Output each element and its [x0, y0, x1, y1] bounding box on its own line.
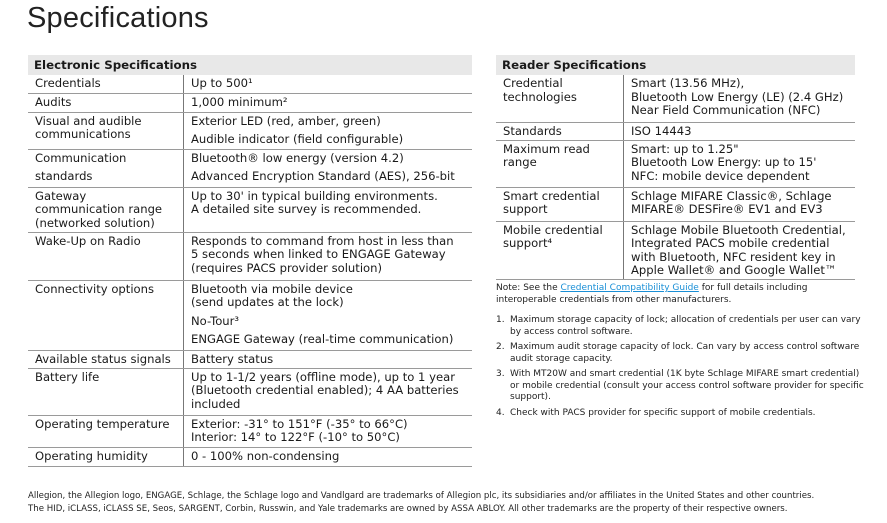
spec-label: Visual and audible communications: [28, 112, 184, 149]
spec-value: Bluetooth® low energy (version 4.2) Advanced Encryption Standard (AES), 256-bit: [184, 149, 473, 187]
spec-value: Responds to command from host in less than 5 seconds when linked to ENGAGE Gateway (requires PACS provider solution): [184, 232, 473, 280]
spec-label: Credential technologies: [496, 75, 624, 122]
footnote: 2. Maximum audit storage capacity of lock. Can vary by access control software audit storage capacity.: [496, 342, 860, 364]
table-row: [28, 187, 472, 232]
spec-value: Schlage MIFARE Classic®, Schlage MIFARE® DESFire® EV1 and EV3: [624, 187, 856, 221]
spec-label: Standards: [496, 122, 624, 140]
footnote: 3. With MT20W and smart credential (1K byte Schlage MIFARE smart credential) or mobile credential (consult your access control software provider for specific support).: [496, 369, 864, 402]
table-row: [28, 447, 472, 466]
spec-label: Operating humidity: [28, 447, 184, 466]
spec-label: Maximum read range: [496, 140, 624, 187]
table-row: [496, 221, 855, 279]
table-row: [28, 93, 472, 112]
spec-value: ISO 14443: [624, 122, 856, 140]
spec-value: Up to 1-1/2 years (offline mode), up to 1 year (Bluetooth credential enabled); 4 AA batteries included: [184, 368, 473, 415]
table-row: [28, 75, 472, 93]
page-title: Specifications: [27, 2, 209, 34]
notes: [496, 283, 866, 423]
electronic-specifications-table: [28, 55, 472, 467]
reader-specifications-table: [496, 55, 855, 280]
table-row: [496, 122, 855, 140]
table-row: [496, 75, 855, 122]
table-row: [28, 112, 472, 149]
spec-label: Wake-Up on Radio: [28, 232, 184, 280]
table-row: [28, 149, 472, 187]
trademark-footer: Allegion, the Allegion logo, ENGAGE, Schlage, the Schlage logo and Vandlgard are trademarks of Allegion plc, its subsidiaries and/or affiliates in the United States and other countries. The HID, iCLASS, iCLASS SE, Seos, SARGENT, Corbin, Russwin, and Yale trademarks are owned by ASSA ABLOY. All other trademarks are the property of their respective owners.: [28, 491, 815, 514]
spec-value: Exterior: -31° to 151°F (-35° to 66°C) Interior: 14° to 122°F (-10° to 50°C): [184, 415, 473, 447]
spec-value: Schlage Mobile Bluetooth Credential, Integrated PACS mobile credential with Bluetooth, NFC resident key in Apple Wallet® and Google Wallet™: [624, 221, 856, 279]
table-row: [28, 350, 472, 368]
spec-value: Exterior LED (red, amber, green) Audible indicator (field configurable): [184, 112, 473, 149]
spec-value: 1,000 minimum²: [184, 93, 473, 112]
compatibility-note: Note: See the Credential Compatibility Guide for full details including interoperable credentials from other manufacturers.: [496, 283, 808, 305]
spec-value: Smart: up to 1.25" Bluetooth Low Energy: up to 15' NFC: mobile device dependent: [624, 140, 856, 187]
spec-label: Communication standards: [28, 149, 184, 187]
spec-label: Available status signals: [28, 350, 184, 368]
spec-value: Bluetooth via mobile device (send updates at the lock) No-Tour³ ENGAGE Gateway (real-time communication): [184, 280, 473, 350]
table-header: Electronic Specifications: [28, 55, 472, 75]
table-row: [28, 232, 472, 280]
spec-label: Gateway communication range (networked solution): [28, 187, 184, 232]
footnotes-list: [496, 315, 866, 419]
table-row: [28, 280, 472, 350]
table-row: [28, 415, 472, 447]
table-row: [28, 368, 472, 415]
spec-value: Up to 30' in typical building environments. A detailed site survey is recommended.: [184, 187, 473, 232]
footnote: 1. Maximum storage capacity of lock; allocation of credentials per user can vary by access control software.: [496, 315, 861, 337]
table-header: Reader Specifications: [496, 55, 855, 75]
spec-value: Up to 500¹: [184, 75, 473, 93]
spec-value: Smart (13.56 MHz), Bluetooth Low Energy (LE) (2.4 GHz) Near Field Communication (NFC): [624, 75, 856, 122]
spec-label: Smart credential support: [496, 187, 624, 221]
spec-label: Battery life: [28, 368, 184, 415]
spec-label: Audits: [28, 93, 184, 112]
spec-label: Mobile credential support⁴: [496, 221, 624, 279]
spec-value: 0 - 100% non-condensing: [184, 447, 473, 466]
spec-label: Connectivity options: [28, 280, 184, 350]
credential-compatibility-guide-link[interactable]: Credential Compatibility Guide: [560, 283, 699, 293]
table-row: [496, 187, 855, 221]
table-row: [496, 140, 855, 187]
footnote: 4. Check with PACS provider for specific support of mobile credentials.: [496, 407, 816, 418]
spec-value: Battery status: [184, 350, 473, 368]
spec-label: Operating temperature: [28, 415, 184, 447]
spec-label: Credentials: [28, 75, 184, 93]
